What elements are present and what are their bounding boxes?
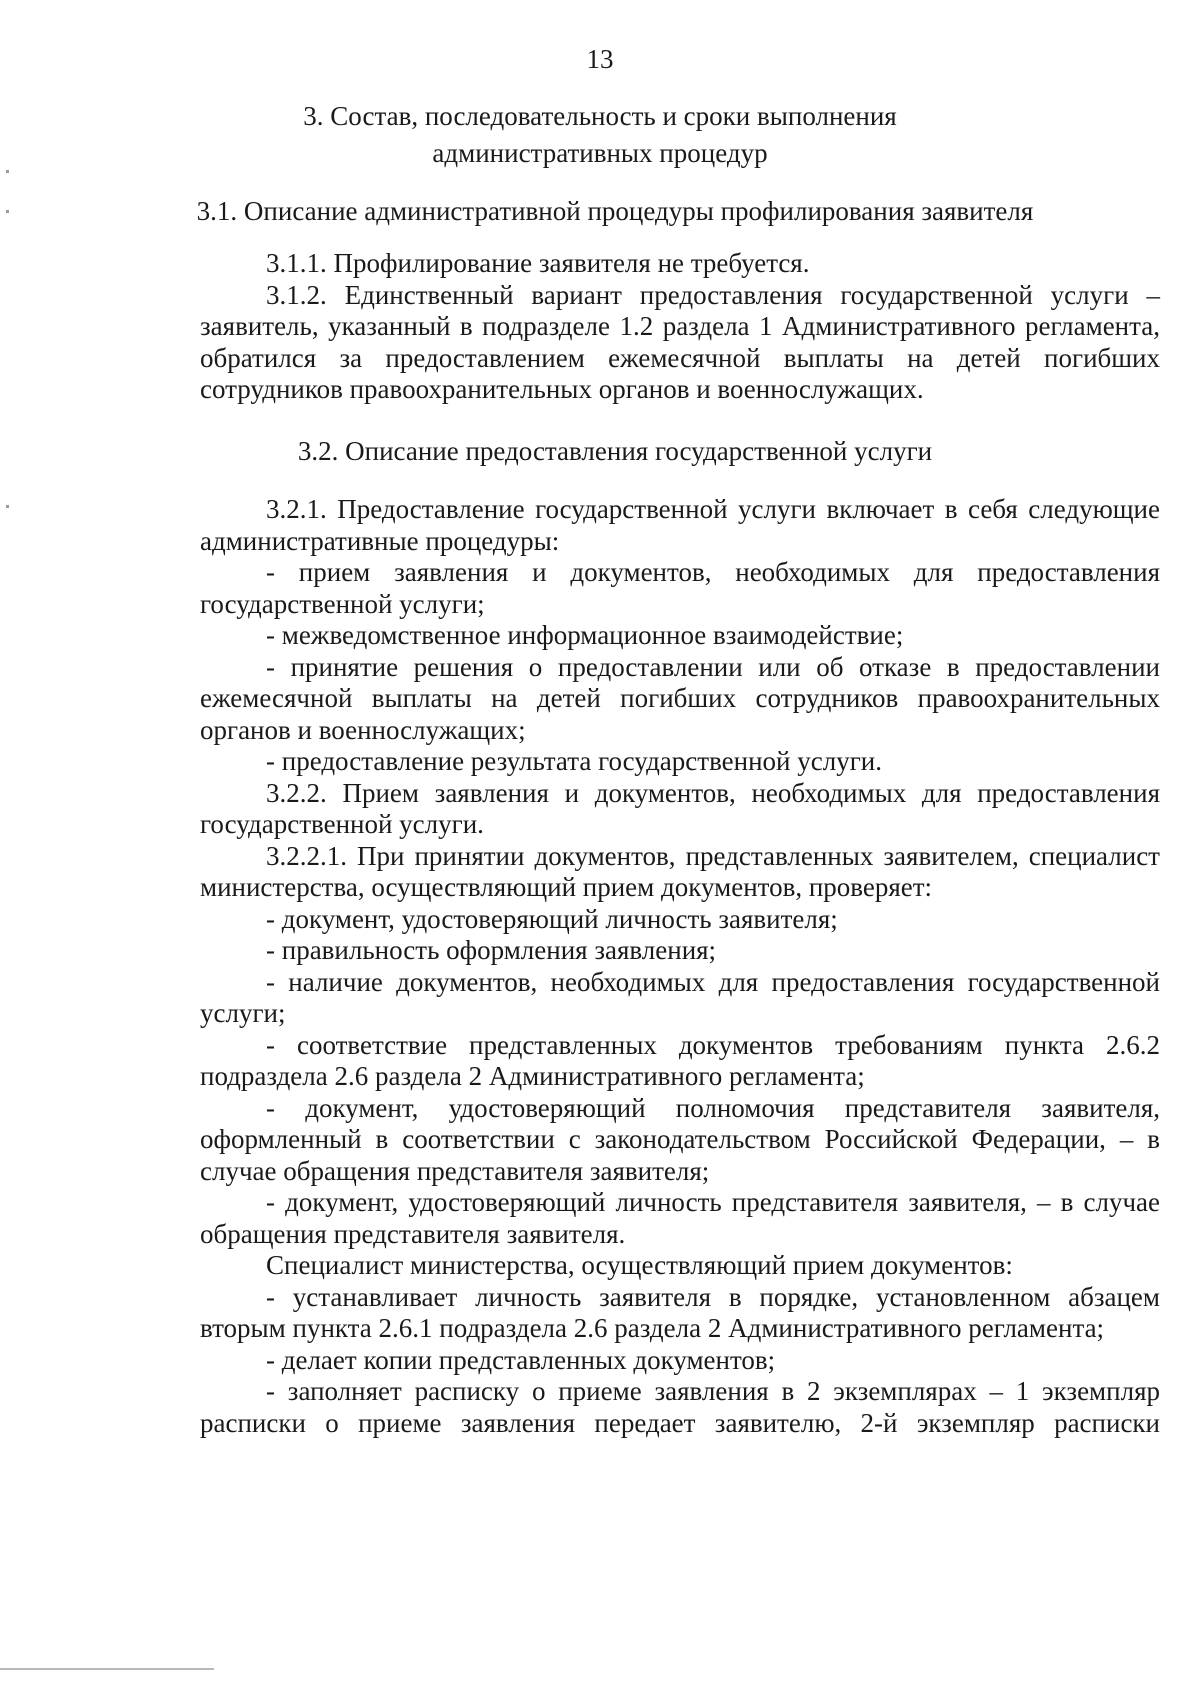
section-3-2-body: [200, 494, 1160, 1439]
paragraph: Специалист министерства, осуществляющий прием документов:: [266, 1250, 1013, 1280]
paragraph: 3.1.1. Профилирование заявителя не требуется.: [266, 248, 810, 278]
paragraph: 3.2.2.1. При принятии документов, представленных заявителем, специалист министерства, осуществляющий прием документов, проверяет:: [200, 840, 1160, 902]
section-heading: [0, 98, 1200, 172]
section-3-1-body: [200, 248, 1160, 406]
page-number: 13: [586, 44, 614, 74]
paragraph: 3.2.1. Предоставление государственной услуги включает в себя следующие административные процедуры:: [200, 494, 1160, 556]
list-item: - устанавливает личность заявителя в порядке, установленном абзацем вторым пункта 2.6.1 подраздела 2.6 раздела 2 Административного регламента;: [200, 1281, 1160, 1343]
subheading-3-1: 3.1. Описание административной процедуры профилирования заявителя: [196, 196, 1034, 226]
scan-mark: [6, 505, 9, 508]
subheading-3-2: 3.2. Описание предоставления государственной услуги: [297, 436, 933, 466]
list-item: - прием заявления и документов, необходимых для предоставления государственной услуги;: [200, 557, 1160, 619]
scan-mark: [6, 210, 9, 213]
list-item: - делает копии представленных документов;: [266, 1344, 776, 1375]
list-item: - принятие решения о предоставлении или об отказе в предоставлении ежемесячной выплаты на детей погибших сотрудников правоохранительных органов и военнослужащих;: [200, 651, 1160, 745]
list-item: - межведомственное информационное взаимодействие;: [266, 620, 904, 650]
list-item: - документ, удостоверяющий полномочия представителя заявителя, оформленный в соответствии с законодательством Российской Федерации, – в случае обращения представителя заявителя;: [200, 1092, 1160, 1186]
paragraph: 3.1.2. Единственный вариант предоставления государственной услуги – заявитель, указанный в подразделе 1.2 раздела 1 Административного регламента, обратился за предоставлением ежемесячной выплаты на детей погибших сотрудников правоохранительных органов и военнослужащих.: [200, 279, 1160, 404]
list-item: - документ, удостоверяющий личность заявителя;: [266, 903, 838, 934]
section-heading-line-2: административных процедур: [432, 138, 768, 168]
scan-edge-line: [0, 1668, 214, 1670]
list-item: - наличие документов, необходимых для предоставления государственной услуги;: [200, 966, 1160, 1028]
list-item: - соответствие представленных документов требованиям пункта 2.6.2 подраздела 2.6 раздела 2 Административного регламента;: [200, 1029, 1160, 1091]
list-item: - предоставление результата государственной услуги.: [266, 746, 882, 776]
section-heading-line-1: 3. Состав, последовательность и сроки выполнения: [303, 101, 897, 131]
scan-mark: [6, 170, 9, 173]
paragraph: 3.2.2. Прием заявления и документов, необходимых для предоставления государственной услуги.: [200, 777, 1160, 839]
list-item: - документ, удостоверяющий личность представителя заявителя, – в случае обращения представителя заявителя.: [200, 1187, 1160, 1249]
list-item: - заполняет расписку о приеме заявления в 2 экземплярах – 1 экземпляр расписки о приеме заявления передает заявителю, 2-й экземпляр расписки: [200, 1376, 1160, 1438]
list-item: - правильность оформления заявления;: [266, 935, 717, 965]
